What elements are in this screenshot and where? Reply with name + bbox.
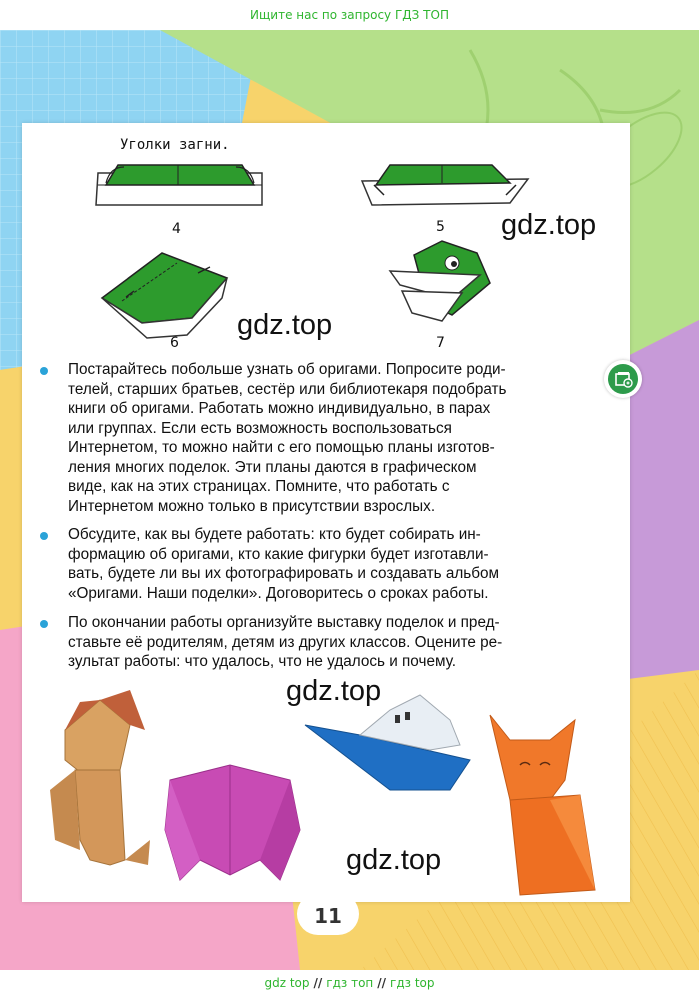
multimedia-badge[interactable] <box>604 360 642 398</box>
step-5-figure <box>362 165 528 205</box>
watermark: gdz.top <box>501 209 597 241</box>
origami-boat-image <box>305 695 470 790</box>
badge-icon <box>608 364 638 394</box>
bullet-2 <box>40 532 48 540</box>
step-4-number: 4 <box>172 221 181 237</box>
separator: // <box>377 976 387 990</box>
origami-fox-image <box>490 715 595 895</box>
bottom-link-2[interactable]: гдз топ <box>326 976 374 990</box>
origami-dog-image <box>50 690 150 865</box>
watermark: gdz.top <box>237 309 333 341</box>
diagram-caption: Уголки загни. <box>120 137 230 153</box>
top-banner[interactable]: Ищите нас по запросу ГДЗ ТОП <box>0 0 699 30</box>
origami-photos <box>30 690 630 900</box>
media-folder-icon <box>608 364 638 394</box>
separator: // <box>313 976 323 990</box>
bullet-1 <box>40 367 48 375</box>
bottom-link-3[interactable]: гдз top <box>390 976 435 990</box>
step-7-number: 7 <box>436 335 445 351</box>
step-4-figure <box>96 165 262 205</box>
step-7-figure <box>390 241 490 321</box>
step-6-figure <box>102 253 227 338</box>
page-number: 11 <box>297 893 359 935</box>
paragraph-origami-research: Постарайтесь побольше узнать об оригами. Попросите роди- телей, старших братьев, сестёр или библиотекаря подобрать книги об оригами. Работать можно индивидуально, в парах или группах. Если есть возможность воспользоваться Интернетом, то можно найти с его помощью планы изготов- ления многих поделок. Эти планы даются в графическом виде, как на этих страницах. Помните, что работать с Интернетом можно только в присутствии взрослых. <box>68 361 507 515</box>
bottom-links <box>0 970 699 1000</box>
origami-pink-figure-image <box>165 765 300 880</box>
bullet-3 <box>40 620 48 628</box>
watermark: gdz.top <box>286 675 382 707</box>
step-6-number: 6 <box>170 335 179 351</box>
paragraph-discuss-work: Обсудите, как вы будете работать: кто будет собирать ин- формацию об оригами, кто какие фигурки будет изготавли- вать, будете ли вы их фотографировать и создавать альбом «Оригами. Наши поделки». Договоритесь о сроках работы. <box>68 526 500 602</box>
paragraph-exhibition: По окончании работы организуйте выставку поделок и пред- ставьте её родителям, детям из других классов. Оцените ре- зультат работы: что удалось, что не удалось и почему. <box>68 614 503 670</box>
bottom-link-1[interactable]: gdz top <box>264 976 310 990</box>
step-5-number: 5 <box>436 219 445 235</box>
watermark: gdz.top <box>346 844 442 876</box>
